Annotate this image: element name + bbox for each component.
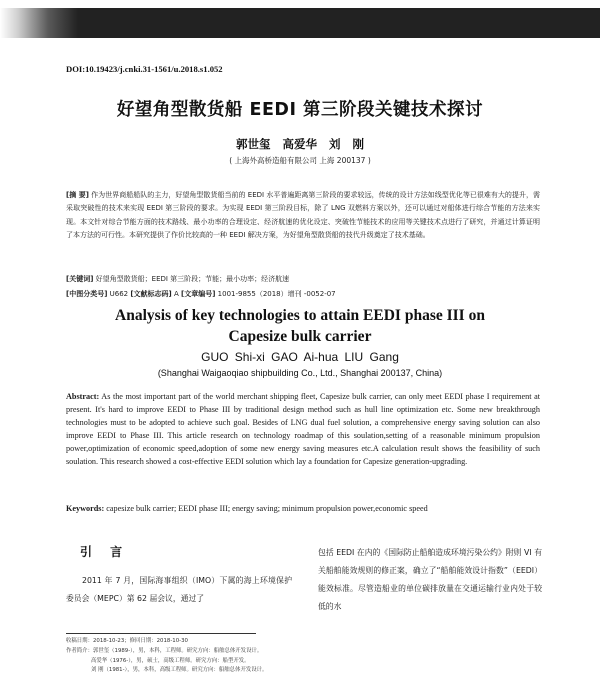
footnote-authors — [66, 647, 366, 676]
page-title-chinese: 好望角型散货船 EEDI 第三阶段关键技术探讨 — [116, 100, 484, 120]
keywords-english — [66, 504, 540, 513]
title-english-line-1: Analysis of key technologies to attain EEDI phase III on — [115, 307, 485, 324]
footnote-author-1: 作者简介：郭世玺（1989-），男，本科，工程师。研究方向：船舶总体开发设计。 — [66, 648, 263, 654]
body-column-right: 包括 EEDI 在内的《国际防止船舶造成环境污染公约》附则 VI 有关船舶能效规则的修正案，确立了“船舶能效设计指数”（EEDI）能效标准。尽管造船业的单位碳排放量在交通运输行业内处于较低的水 — [318, 548, 542, 611]
footnote-author-2: 高爱华（1976-），男，硕士，高级工程师。研究方向：船型开发。 — [91, 657, 250, 664]
article-number-label: [文章编号] — [181, 290, 216, 298]
title-english-line-2: Capesize bulk carrier — [228, 328, 372, 345]
affiliation-english: (Shanghai Waigaoqiao shipbuilding Co., Ltd., Shanghai 200137, China) — [157, 368, 443, 378]
clc-value: U662 — [109, 290, 129, 298]
abstract-chinese-label: [摘 要] — [66, 191, 89, 199]
authors-chinese: 郭世玺 高爱华 刘 刚 — [235, 137, 364, 151]
abstract-english-label: Abstract: — [66, 392, 100, 401]
page-title-english — [0, 305, 600, 347]
footnote-received: 收稿日期：2018-10-23；修回日期：2018-10-30 — [66, 638, 188, 644]
affiliation-chinese: ( 上海外高桥造船有限公司 上海 200137 ) — [229, 156, 371, 165]
intro-left-text: 2011 年 7 月，国际海事组织（IMO）下属的海上环境保护委员会（MEPC）第 62 届会议，通过了 — [66, 576, 292, 603]
keywords-chinese — [66, 273, 540, 286]
article-number-value: 1001-9855（2018）增刊 -0052-07 — [217, 290, 336, 298]
scan-header-band — [0, 8, 600, 38]
doc-code-label: [文献标志码] — [130, 290, 172, 298]
keywords-english-text: capesize bulk carrier; EEDI phase III; energy saving; minimum propulsion power,economic speed — [106, 504, 428, 513]
classification-line — [66, 288, 540, 301]
keywords-english-label: Keywords: — [66, 504, 105, 513]
footnote-divider — [66, 633, 256, 634]
abstract-chinese-text: 作为世界商船船队的主力，好望角型散货船当前的 EEDI 水平普遍距离第三阶段的要求较远，传统的设计方法如线型优化等已很难有大的提升，需采取突破性的技术来实现 EEDI 第三阶段的要求。为实现 EEDI 第三阶段目标，除了 LNG 双燃料方案以外，还可以通过对船体进行综合节能的方法来实现。本文针对综合节能方面的技术路线、最小功率的合理设定、经济航速的优化设定、突破性节能技术的应用等关键技术点进行了研究，并通过计算证明了本方法的可行性。本研究提供了作价比较高的一种 EEDI 解决方案，为好望角型散货船的技代升级奠定了技术基础。 — [66, 191, 540, 240]
clc-label: [中图分类号] — [66, 290, 108, 298]
abstract-english-text: As the most important part of the world merchant shipping fleet, Capesize bulk carrier, can only meet EEDI phase I requirement at present. It's hard to improve EEDI to Phase III by traditional design method such as hull line optimization etc. Some new breakthrough technologies must to be adopted to achieve such goal. Besides of LNG dual fuel solution, a comprehensive energy saving solution can also improve EEDI to Phase III. This article research on technology roadmap of this soulation,setting of a reasonable minimum propulsion power,optimization of economic speed,adoption of some new energy saving measures etc.A calculation result shows the feasibility of such soulation. This research showed a cost-effective EEDI solution which lay a foundation for Capesize generation-upgrading. — [66, 392, 540, 466]
doc-code-value: A — [174, 290, 179, 298]
doi-line: DOI:10.19423/j.cnki.31-1561/u.2018.s1.052 — [66, 64, 223, 74]
keywords-chinese-text: 好望角型散货船；EEDI 第三阶段；节能；最小功率；经济航速 — [95, 275, 290, 283]
abstract-english — [66, 391, 540, 468]
keywords-chinese-label: [关键词] — [66, 275, 94, 283]
section-heading-introduction: 引 言 — [80, 545, 123, 559]
authors-english: GUO Shi-xi GAO Ai-hua LIU Gang — [201, 350, 399, 364]
body-column-left — [66, 572, 292, 608]
abstract-chinese — [66, 189, 540, 243]
footnote-author-3: 刘 刚（1981-），男，本科，高级工程师。研究方向：船舶总体开发设计。 — [91, 667, 268, 673]
